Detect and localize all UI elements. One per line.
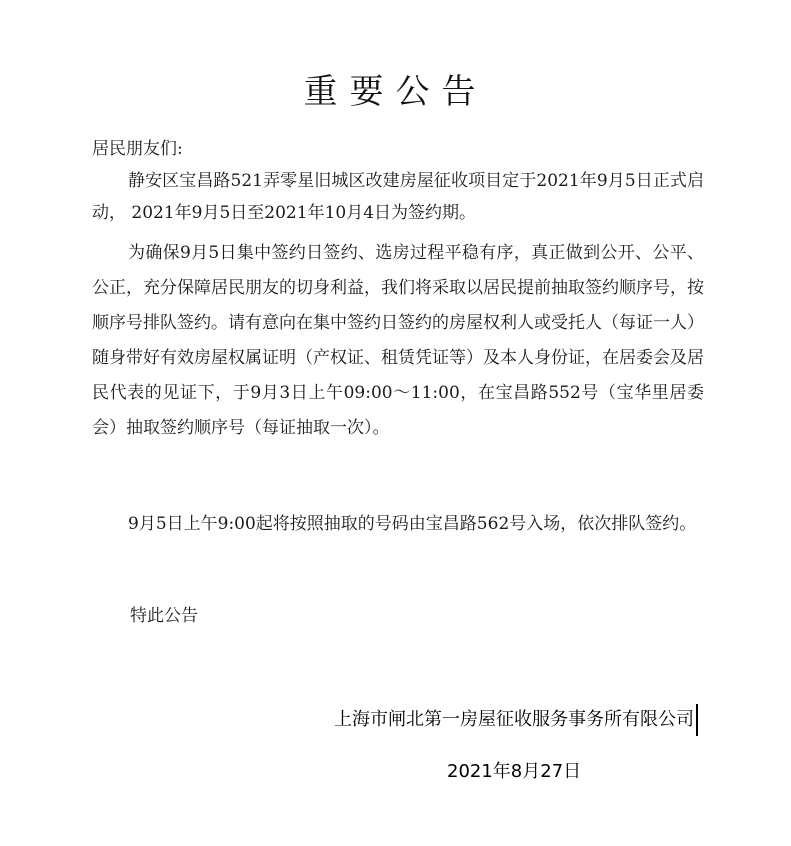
issue-date: 2021年8月27日: [447, 761, 582, 782]
notice-closing: 特此公告: [130, 606, 198, 626]
notice-paragraph-3: 9月5日上午9:00起将按照抽取的号码由宝昌路562号入场，依次排队签约。: [128, 514, 697, 534]
notice-greeting: 居民朋友们:: [92, 139, 183, 159]
notice-paragraph-1: 静安区宝昌路521弄零星旧城区改建房屋征收项目定于2021年9月5日正式启动， 2021年9月5日至2021年10月4日为签约期。: [92, 171, 704, 223]
issuer-name: 上海市闸北第一房屋征收服务事务所有限公司: [334, 704, 698, 736]
notice-title: 重要公告: [303, 72, 488, 112]
notice-paragraph-2: 为确保9月5日集中签约日签约、选房过程平稳有序，真正做到公开、公平、公正，充分保障居民朋友的切身利益，我们将采取以居民提前抽取签约顺序号，按顺序号排队签约。请有意向在集中签约日签约的房屋权利人或受托人（每证一人）随身带好有效房屋权属证明（产权证、租赁凭证等）及本人身份证，在居委会及居民代表的见证下，于9月3日上午09:00～11:00，在宝昌路552号（宝华里居委会）抽取签约顺序号（每证抽取一次）。: [92, 243, 704, 438]
